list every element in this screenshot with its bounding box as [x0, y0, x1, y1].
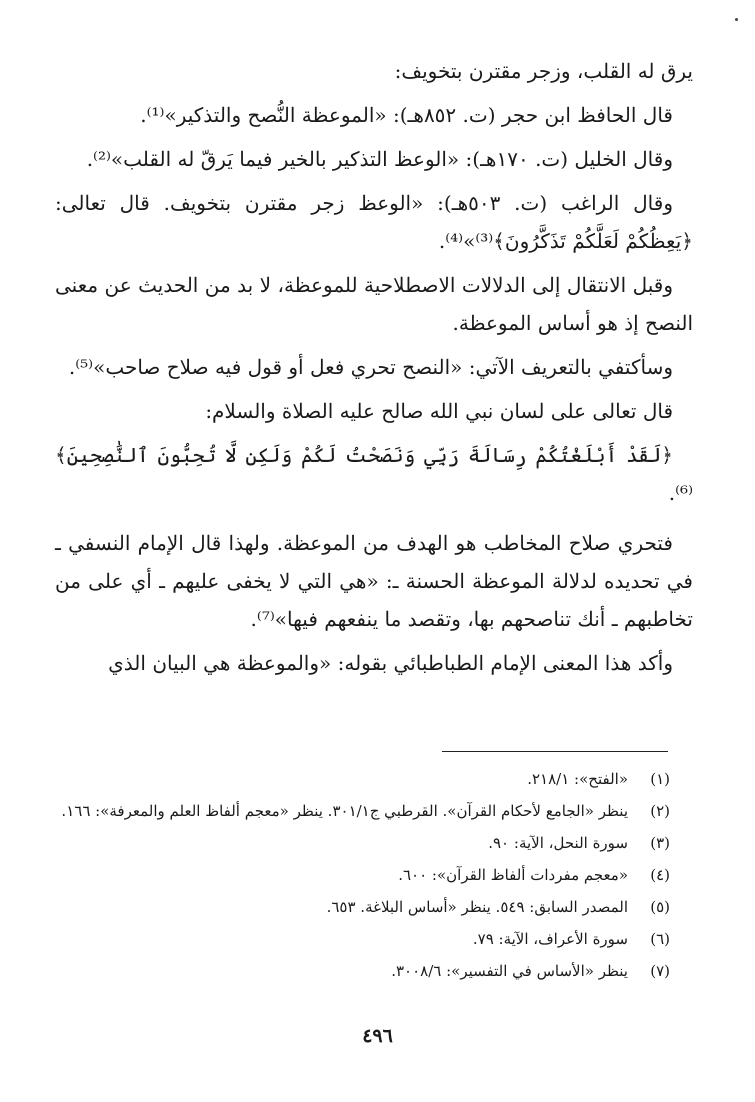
quran-verse: ﴿لَقَدْ أَبْلَغْتُكُمْ رِسَالَةَ رَبِّي وَنَصَحْتُ لَكُمْ وَلَكِن لَّا تُحِبُّونَ ٱلنَّٰصِحِينَ﴾⁽⁶⁾.: [55, 443, 693, 505]
page-number: ٤٩٦: [362, 1025, 393, 1047]
corner-dot: [735, 18, 738, 21]
footnote-item: [60, 798, 670, 824]
footnote-item: [60, 766, 670, 792]
footnotes: [60, 766, 670, 990]
footnote-item: [60, 926, 670, 952]
body-paragraph: فتحري صلاح المخاطب هو الهدف من الموعظة. ولهذا قال الإمام النسفي ـ في تحديده لدلالة الموعظة الحسنة ـ: «هي التي لا يخفى عليهم ـ أي على من تخاطبهم ـ أنك تناصحهم بها، وتقصد ما ينفعهم فيها»⁽⁷⁾.: [55, 531, 693, 631]
footnote-number: (٧): [650, 962, 670, 980]
footnote-number: (١): [650, 770, 670, 788]
body-paragraph: وقال الخليل (ت. ١٧٠هـ): «الوعظ التذكير بالخير فيما يَرقّ له القلب»⁽²⁾.: [86, 147, 673, 171]
footnote-number: (٦): [650, 930, 670, 948]
footnote-number: (٤): [650, 866, 670, 884]
body-paragraph: قال الحافظ ابن حجر (ت. ٨٥٢هـ): «الموعظة النُّصح والتذكير»⁽¹⁾.: [140, 103, 673, 127]
footnote-number: (٥): [650, 898, 670, 916]
footnote-text: المصدر السابق: ٥٤٩. ينظر «أساس البلاغة. ٦٥٣.: [326, 898, 628, 916]
body-paragraph: وأكد هذا المعنى الإمام الطباطبائي بقوله: «والموعظة هي البيان الذي: [108, 651, 673, 675]
body-paragraph: يرق له القلب، وزجر مقترن بتخويف:: [394, 59, 693, 83]
footnote-separator: [442, 751, 668, 752]
footnote-item: [60, 894, 670, 920]
body-paragraph: وسأكتفي بالتعريف الآتي: «النصح تحري فعل أو قول فيه صلاح صاحب»⁽⁵⁾.: [68, 355, 673, 379]
footnote-text: «معجم مفردات ألفاظ القرآن»: ٦٠٠.: [398, 866, 628, 884]
body-paragraph: وقبل الانتقال إلى الدلالات الاصطلاحية للموعظة، لا بد من الحديث عن معنى النصح إذ هو أساس الموعظة.: [55, 273, 693, 335]
footnote-item: [60, 958, 670, 984]
footnote-item: [60, 830, 670, 856]
footnote-text: سورة الأعراف، الآية: ٧٩.: [472, 930, 628, 948]
footnote-text: ينظر «الأساس في التفسير»: ٣٠٠٨/٦.: [391, 962, 628, 980]
body-paragraph: وقال الراغب (ت. ٥٠٣هـ): «الوعظ زجر مقترن بتخويف. قال تعالى: ﴿يَعِظُكُمْ لَعَلَّكُمْ تَذَكَّرُونَ﴾⁽³⁾»⁽⁴⁾.: [55, 191, 693, 253]
footnote-text: «الفتح»: ٢١٨/١.: [527, 770, 628, 788]
footnote-text: سورة النحل، الآية: ٩٠.: [488, 834, 628, 852]
footnote-number: (٣): [650, 834, 670, 852]
footnote-text: ينظر «الجامع لأحكام القرآن». القرطبي ج٣٠١/١. ينظر «معجم ألفاظ العلم والمعرفة»: ١٦٦.: [61, 802, 628, 820]
footnote-number: (٢): [650, 802, 670, 820]
body-text: [55, 52, 693, 688]
body-paragraph: قال تعالى على لسان نبي الله صالح عليه الصلاة والسلام:: [205, 399, 673, 423]
footnote-item: [60, 862, 670, 888]
